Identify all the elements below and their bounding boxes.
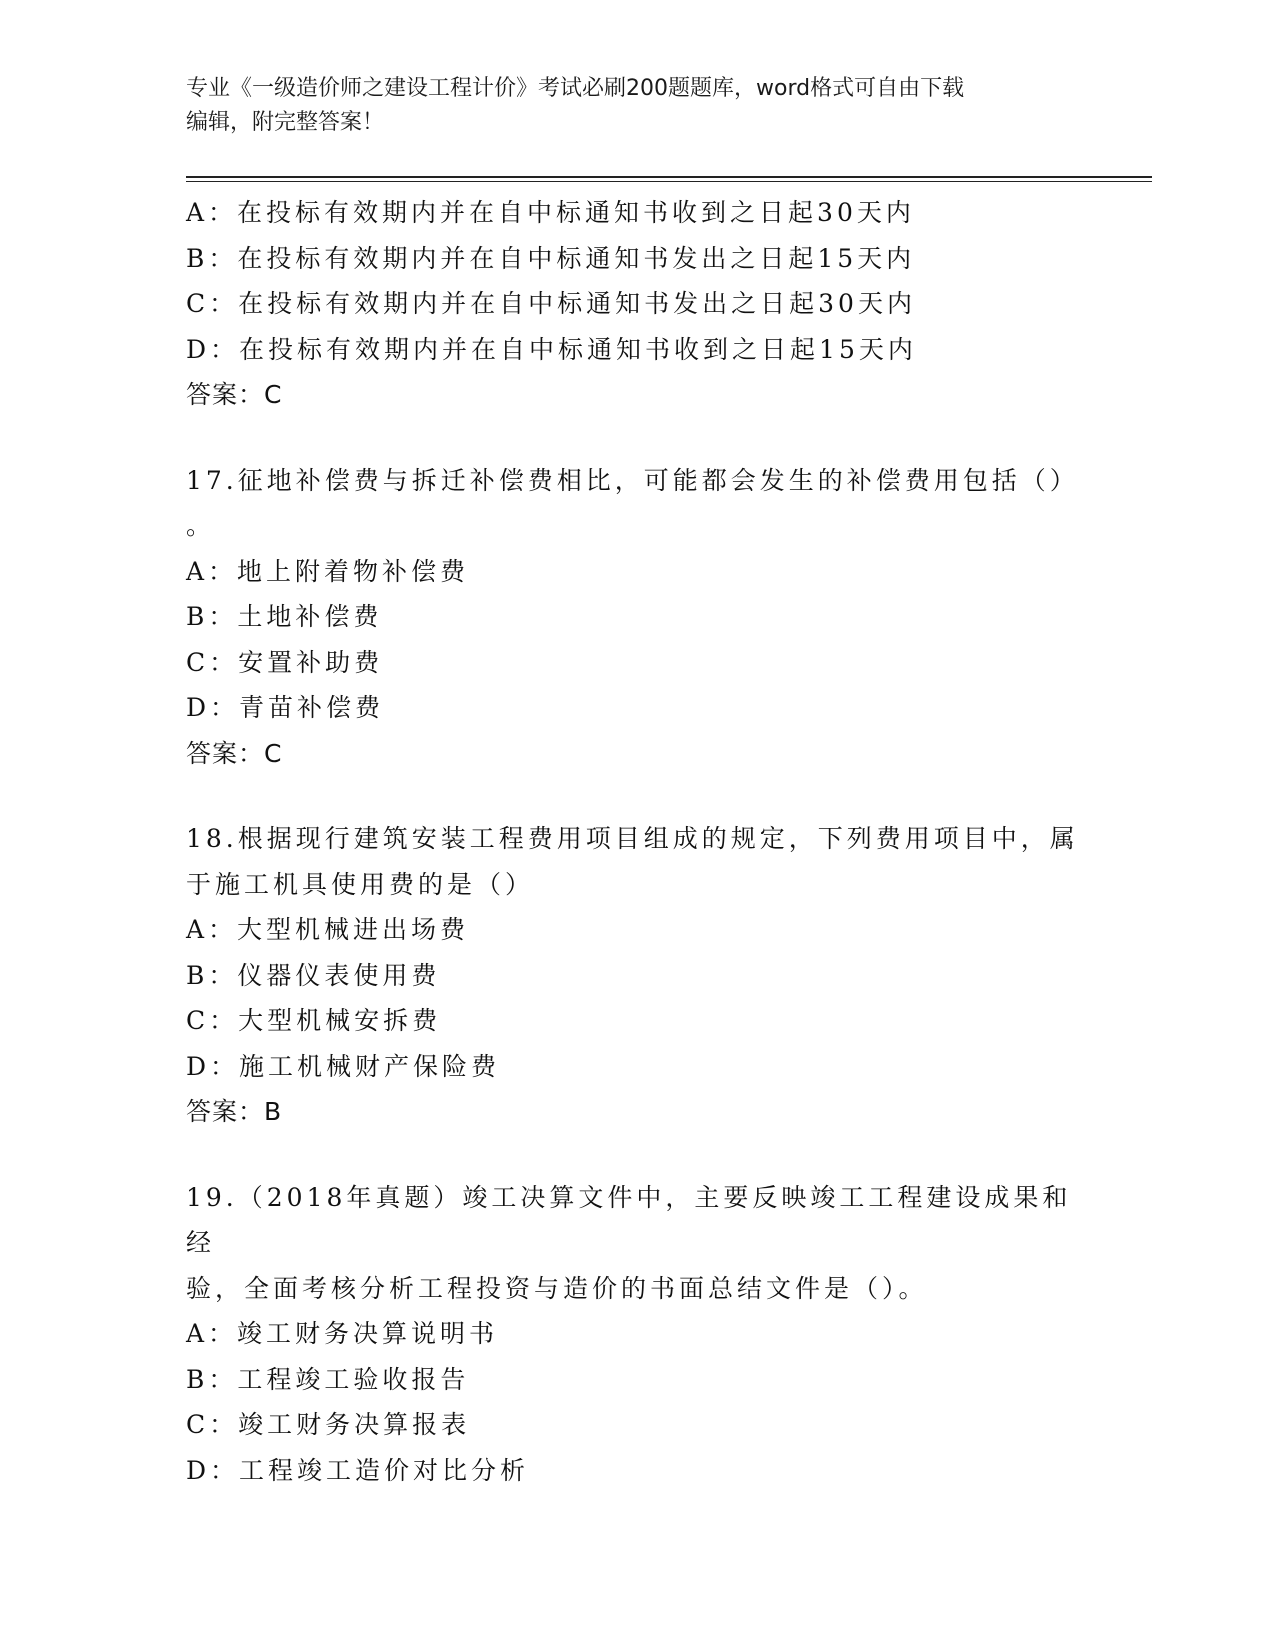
question-list (186, 190, 1086, 1493)
question-17 (186, 458, 1086, 777)
option-a: A：大型机械进出场费 (186, 915, 470, 944)
answer-line: 答案：B (186, 1097, 283, 1126)
option-c: C：竣工财务决算报表 (186, 1410, 471, 1439)
option-c: C：大型机械安拆费 (186, 1006, 442, 1035)
option-c: C：在投标有效期内并在自中标通知书发出之日起30天内 (186, 289, 916, 318)
question-stem (186, 1175, 1086, 1312)
answer-line: 答案：C (186, 380, 283, 409)
option-d: D：工程竣工造价对比分析 (186, 1455, 530, 1485)
option-b: B：在投标有效期内并在自中标通知书发出之日起15天内 (186, 243, 916, 273)
question-stem (186, 458, 1086, 549)
question-18 (186, 816, 1086, 1135)
question-stem-line1: 18.根据现行建筑安装工程费用项目组成的规定，下列费用项目中，属 (186, 824, 1079, 853)
option-b: B：工程竣工验收报告 (186, 1364, 470, 1394)
option-d: D：青苗补偿费 (186, 693, 385, 722)
question-stem-line2: 于施工机具使用费的是（） (186, 869, 535, 899)
option-d: D：在投标有效期内并在自中标通知书收到之日起15天内 (186, 334, 917, 364)
question-19 (186, 1175, 1086, 1494)
question-stem-line1: 17.征地补偿费与拆迁补偿费相比，可能都会发生的补偿费用包括（） (186, 465, 1079, 495)
document-header (186, 72, 1066, 140)
question-16 (186, 190, 1086, 418)
option-a: A：在投标有效期内并在自中标通知书收到之日起30天内 (186, 198, 915, 227)
question-stem-line1: 19.（2018年真题）竣工决算文件中，主要反映竣工工程建设成果和经 (186, 1182, 1072, 1257)
header-divider-thin (186, 181, 1152, 182)
option-b: B：土地补偿费 (186, 602, 383, 631)
answer-line: 答案：C (186, 738, 283, 768)
question-stem (186, 816, 1086, 907)
question-stem-line2: 。 (186, 511, 216, 540)
option-c: C：安置补助费 (186, 647, 384, 677)
option-a: A：地上附着物补偿费 (186, 556, 470, 586)
header-title-line1: 专业《一级造价师之建设工程计价》考试必刷200题题库，word格式可自由下载 (186, 76, 965, 101)
header-divider-thick (186, 176, 1152, 178)
option-d: D：施工机械财产保险费 (186, 1051, 501, 1081)
question-stem-line2: 验，全面考核分析工程投资与造价的书面总结文件是（）。 (186, 1273, 928, 1303)
option-a: A：竣工财务决算说明书 (186, 1319, 499, 1348)
header-title-line2: 编辑，附完整答案！ (186, 110, 385, 135)
option-b: B：仪器仪表使用费 (186, 960, 441, 990)
